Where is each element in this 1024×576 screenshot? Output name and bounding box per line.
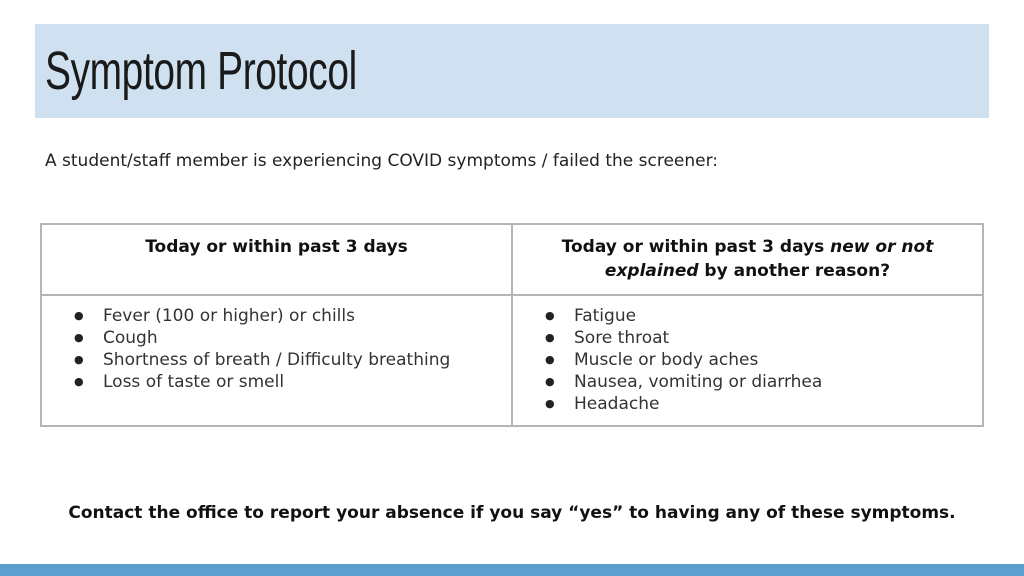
symptom-label: Headache — [574, 394, 660, 414]
column-header-recent-symptoms-text: Today or within past 3 days — [145, 237, 408, 257]
table-header-row — [41, 224, 983, 295]
symptoms-table — [40, 223, 984, 427]
column-header-recent-symptoms — [41, 224, 512, 295]
table-body-row — [41, 295, 983, 426]
symptom-label: Muscle or body aches — [574, 350, 759, 370]
list-item — [56, 327, 497, 349]
list-item — [56, 305, 497, 327]
list-item — [56, 349, 497, 371]
column-header-suffix: by another reason? — [698, 261, 891, 281]
bottom-accent-bar — [0, 564, 1024, 576]
list-item — [527, 371, 968, 393]
bullet-icon: ● — [74, 331, 84, 344]
symptom-label: Cough — [103, 328, 158, 348]
footer-instruction: Contact the office to report your absence if you say “yes” to having any of these symptoms. — [68, 503, 956, 523]
column-header-emphasis: new or not explained — [604, 237, 934, 281]
symptom-label: Fever (100 or higher) or chills — [103, 306, 355, 326]
symptom-label: Fatigue — [574, 306, 637, 326]
list-item — [527, 393, 968, 415]
bullet-icon: ● — [545, 331, 555, 344]
title-band — [35, 24, 989, 118]
bullet-icon: ● — [545, 309, 555, 322]
unexplained-symptoms-cell — [512, 295, 983, 426]
bullet-icon: ● — [545, 397, 555, 410]
subtitle-text: A student/staff member is experiencing COVID symptoms / failed the screener: — [45, 151, 719, 171]
page-title: Symptom Protocol — [45, 41, 357, 101]
column-header-prefix: Today or within past 3 days — [561, 237, 831, 257]
bullet-icon: ● — [545, 375, 555, 388]
list-item — [56, 371, 497, 393]
list-item — [527, 327, 968, 349]
symptom-label: Loss of taste or smell — [103, 372, 285, 392]
bullet-icon: ● — [545, 353, 555, 366]
recent-symptoms-list — [56, 305, 497, 393]
list-item — [527, 349, 968, 371]
symptom-label: Shortness of breath / Difficulty breathing — [103, 350, 451, 370]
symptom-label: Nausea, vomiting or diarrhea — [574, 372, 823, 392]
list-item — [527, 305, 968, 327]
column-header-unexplained-symptoms — [512, 224, 983, 295]
recent-symptoms-cell — [41, 295, 512, 426]
bullet-icon: ● — [74, 353, 84, 366]
bullet-icon: ● — [74, 309, 84, 322]
symptom-label: Sore throat — [574, 328, 670, 348]
bullet-icon: ● — [74, 375, 84, 388]
unexplained-symptoms-list — [527, 305, 968, 415]
